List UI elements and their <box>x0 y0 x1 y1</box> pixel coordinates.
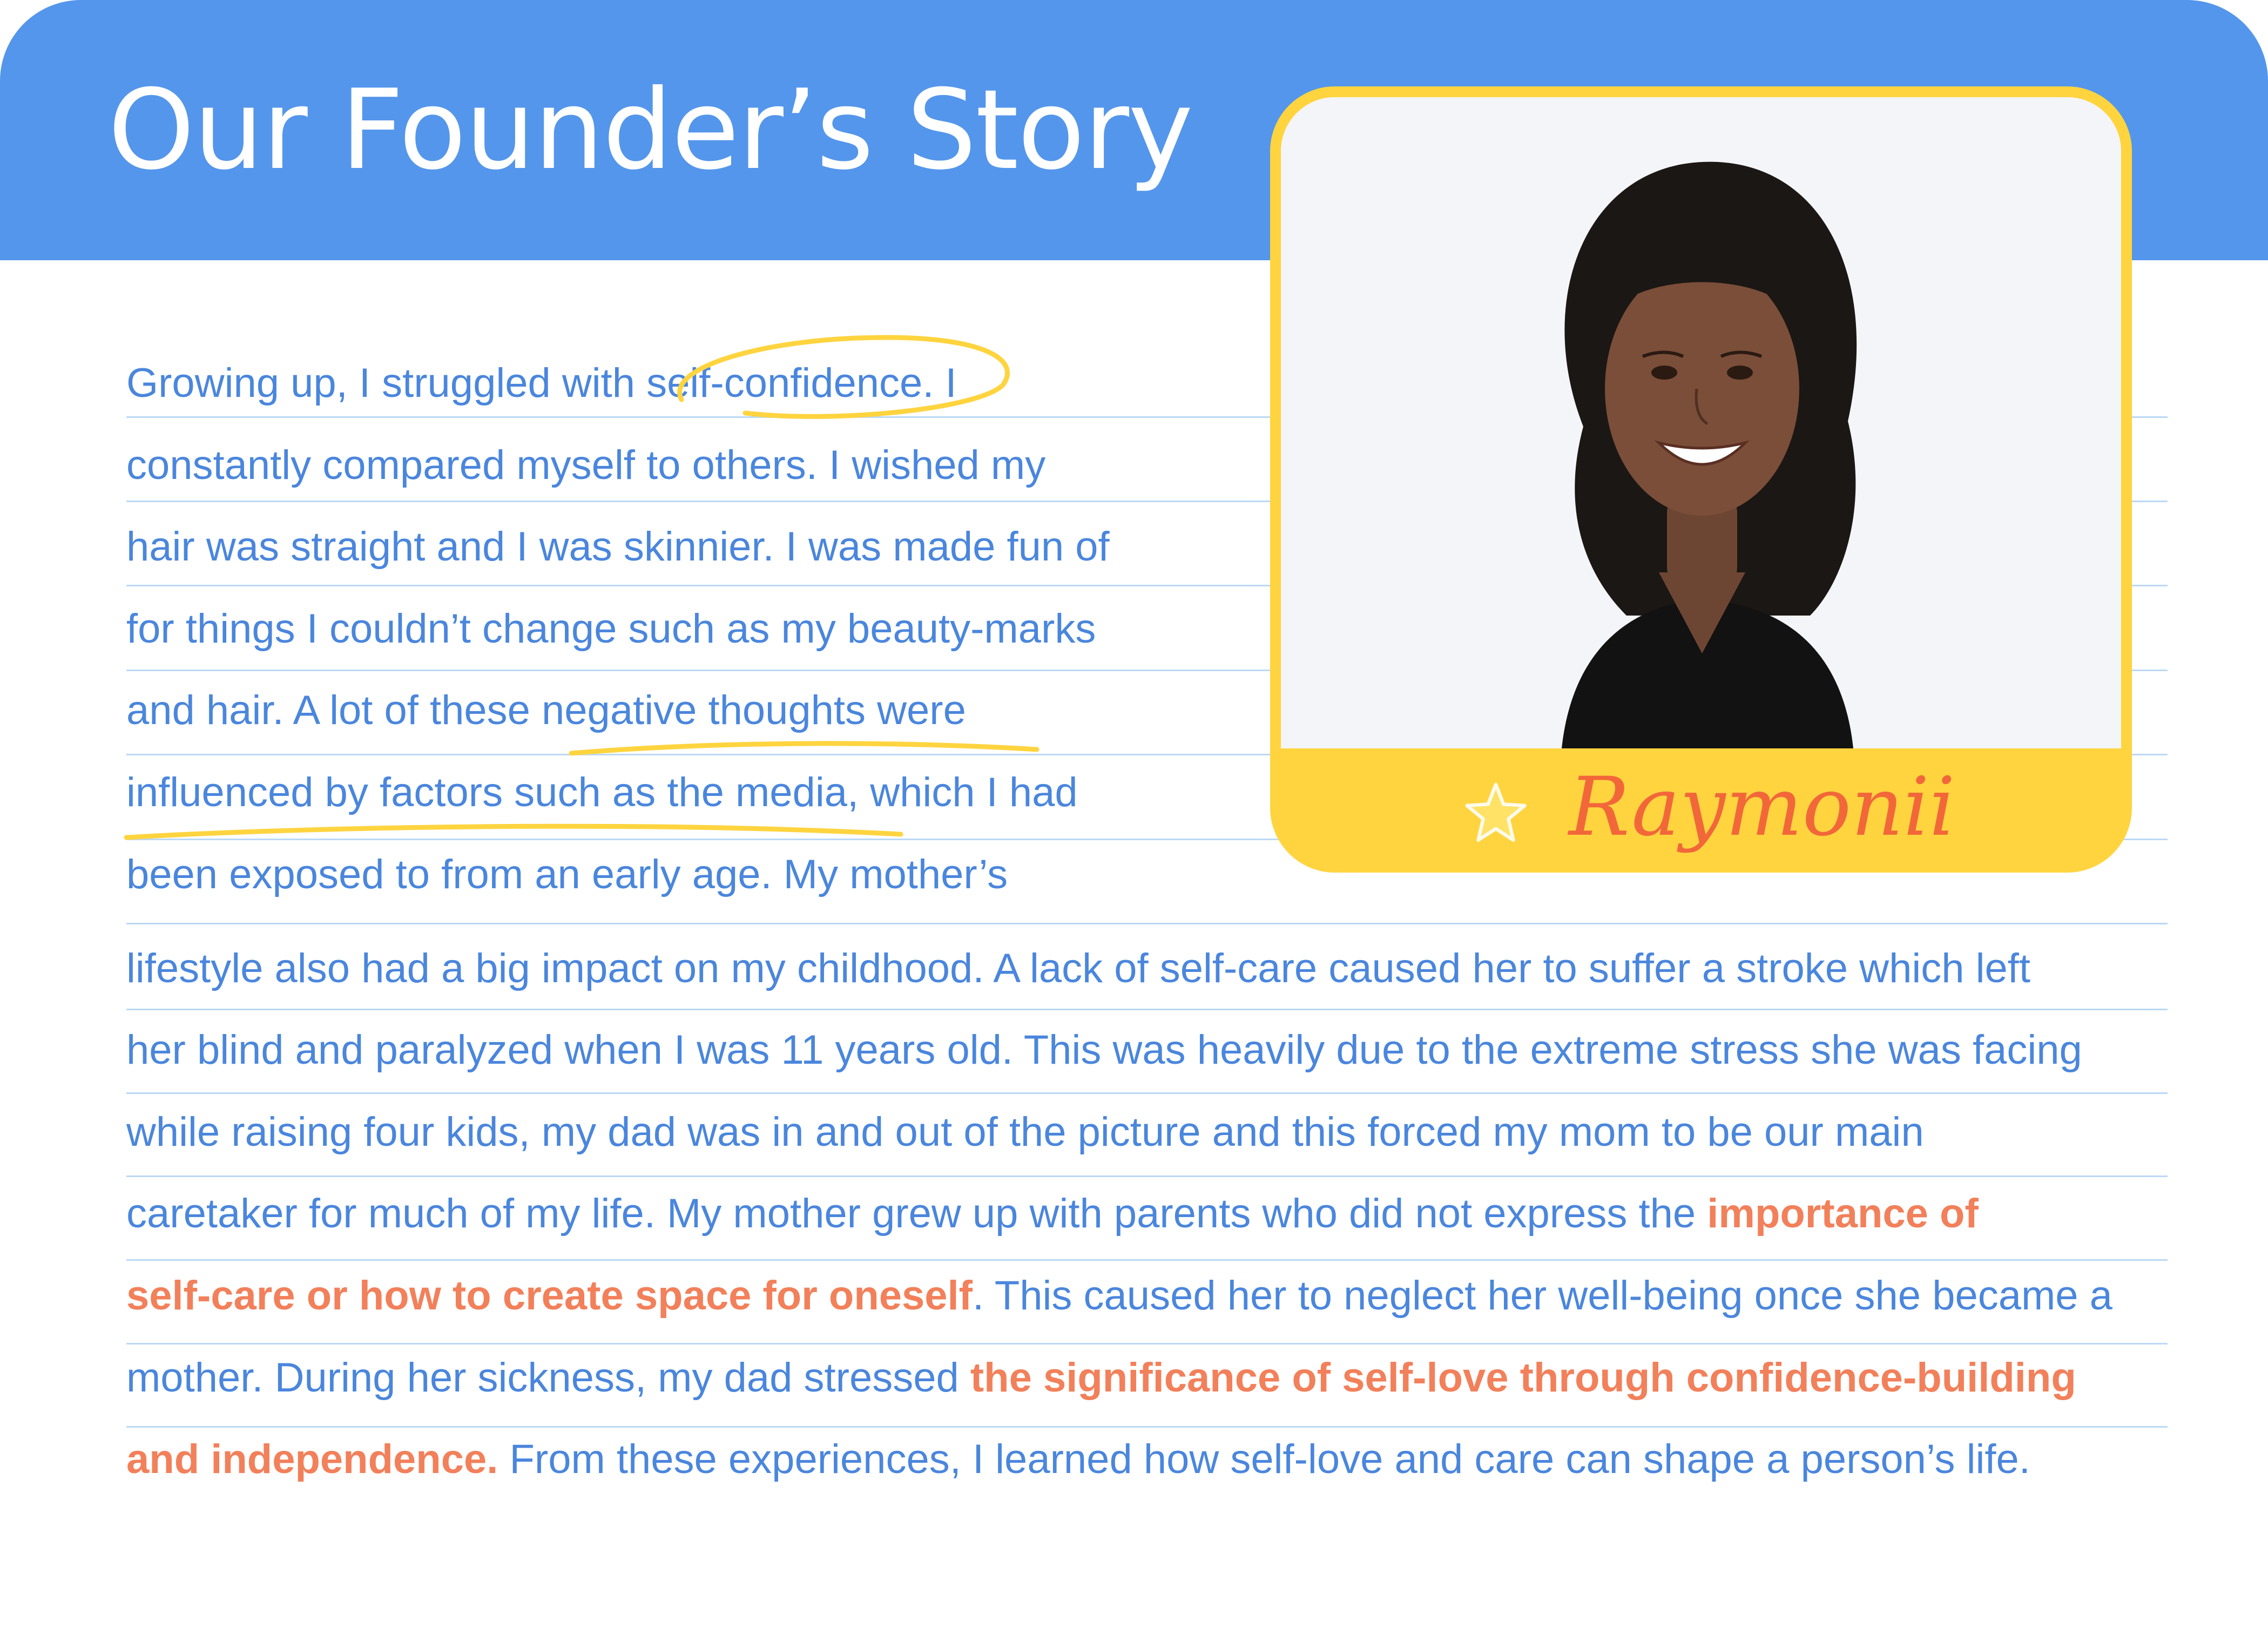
rule-line <box>126 1259 2168 1261</box>
rule-line <box>126 1009 2168 1010</box>
story-line-text: From these experiences, I learned how self-love and care can shape a person’s life. <box>498 1436 2030 1482</box>
story-line-text: caretaker for much of my life. My mother grew up with parents who did not express the <box>126 1191 1707 1237</box>
founder-name: Raymonii <box>1569 760 1955 854</box>
story-line <box>126 1187 1979 1241</box>
rule-line <box>126 1426 2168 1428</box>
story-line: her blind and paralyzed when I was 11 years old. This was heavily due to the extreme stress she was facing <box>126 1027 2082 1073</box>
highlight-text: and independence. <box>126 1436 498 1482</box>
story-line: influenced by factors such as the media, which I had <box>126 769 1078 815</box>
story-line: and hair. A lot of these negative thoughts were <box>126 687 966 733</box>
story-line: hair was straight and I was skinnier. I was made fun of <box>126 524 1110 570</box>
story-line <box>126 1269 2112 1323</box>
highlight-text: self-care or how to create space for oneself <box>126 1273 973 1319</box>
story-line: been exposed to from an early age. My mother’s <box>126 852 1008 897</box>
portrait-illustration <box>1281 97 2121 748</box>
highlight-text: importance of <box>1707 1191 1979 1237</box>
story-line-text: mother. During her sickness, my dad stressed <box>126 1355 970 1401</box>
story-line: lifestyle also had a big impact on my childhood. A lack of self-care caused her to suffer a stroke which left <box>126 945 2030 991</box>
story-line-text: . This caused her to neglect her well-being once she became a <box>972 1273 2112 1319</box>
rule-line <box>126 1175 2168 1177</box>
founder-photo <box>1281 97 2121 748</box>
rule-line <box>126 1343 2168 1345</box>
highlight-text: the significance of self-love through confidence-building <box>970 1355 2076 1401</box>
page-title: Our Founder’s Story <box>108 66 1192 194</box>
story-line: Growing up, I struggled with self-confidence. I <box>126 360 957 406</box>
story-line: while raising four kids, my dad was in and out of the picture and this forced my mom to be our main <box>126 1109 1924 1155</box>
story-line: for things I couldn’t change such as my beauty-marks <box>126 606 1096 652</box>
rule-line <box>126 923 2168 924</box>
story-line <box>126 1433 2030 1487</box>
rule-line <box>126 1092 2168 1094</box>
star-icon <box>1461 778 1531 848</box>
story-line <box>126 1351 2076 1405</box>
story-line: constantly compared myself to others. I wished my <box>126 442 1046 488</box>
